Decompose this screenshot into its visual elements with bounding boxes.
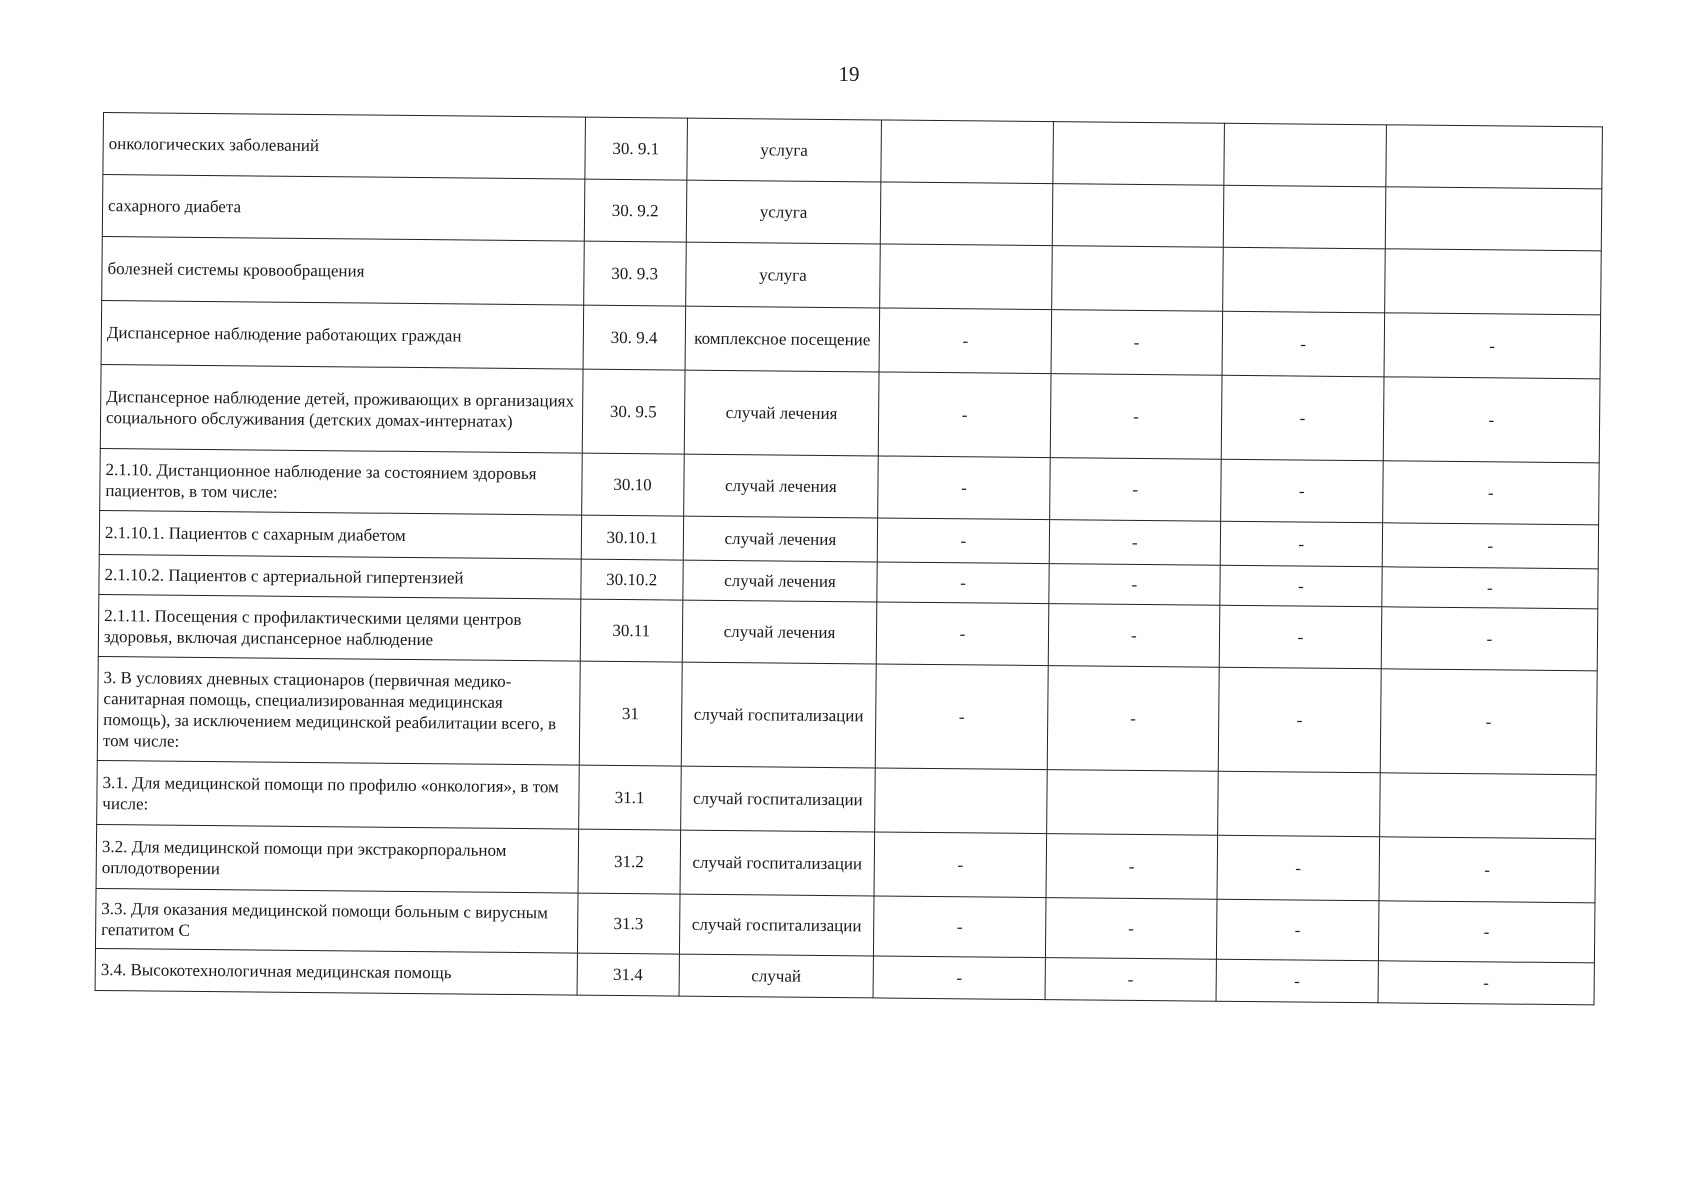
row-value	[1053, 122, 1225, 186]
row-code: 30. 9.1	[585, 117, 687, 180]
row-value	[1224, 123, 1386, 187]
row-code: 31.4	[577, 953, 679, 996]
row-value: -	[1378, 901, 1595, 963]
row-value: -	[1222, 311, 1384, 377]
row-value: -	[1049, 458, 1221, 522]
row-code: 31.2	[578, 829, 680, 894]
row-value: -	[1050, 374, 1222, 460]
row-unit: случай лечения	[683, 516, 878, 562]
row-value: -	[879, 308, 1051, 374]
row-name: Диспансерное наблюдение работающих граждан	[101, 300, 583, 369]
table-container	[95, 112, 1603, 1005]
row-name: Диспансерное наблюдение детей, проживающих в организациях социального обслуживания (детских домах-интернатах)	[100, 364, 583, 453]
row-value: -	[1381, 567, 1598, 609]
row-value: -	[873, 956, 1045, 1000]
row-name: онкологических заболеваний	[103, 113, 585, 180]
row-value: -	[1046, 834, 1218, 900]
row-name: 3.2. Для медицинской помощи при экстракорпоральном оплодотворении	[96, 824, 578, 893]
row-value	[875, 768, 1047, 834]
table-row	[100, 364, 1600, 462]
row-unit: услуга	[686, 180, 881, 244]
row-value: -	[1220, 521, 1382, 567]
row-value: -	[1217, 835, 1379, 901]
row-value: -	[1378, 961, 1595, 1005]
row-unit: услуга	[685, 242, 880, 308]
table-row	[97, 656, 1597, 774]
row-unit: случай лечения	[682, 600, 877, 664]
row-name: 2.1.10. Дистанционное наблюдение за состоянием здоровья пациентов, в том числе:	[100, 448, 582, 515]
row-value: -	[1220, 565, 1382, 607]
row-unit: случай госпитализации	[680, 830, 875, 896]
row-value: -	[874, 896, 1046, 958]
row-value	[1385, 187, 1602, 251]
row-code: 31.1	[578, 765, 680, 830]
data-table	[95, 112, 1603, 1005]
row-value: -	[1216, 899, 1378, 961]
row-value: -	[1051, 310, 1223, 376]
row-value	[1223, 247, 1385, 313]
row-value: -	[1382, 523, 1599, 569]
row-unit: услуга	[686, 118, 881, 182]
row-value: -	[1218, 667, 1381, 773]
row-value	[1051, 246, 1223, 312]
row-value	[880, 244, 1052, 310]
row-value: -	[1221, 459, 1383, 523]
row-unit: случай госпитализации	[679, 894, 874, 956]
row-value	[881, 120, 1053, 184]
row-code: 30.10.2	[581, 559, 683, 600]
row-value: -	[1380, 669, 1597, 775]
row-name: сахарного диабета	[102, 175, 584, 242]
row-unit: комплексное посещение	[685, 306, 880, 372]
row-value: -	[1045, 898, 1217, 960]
row-unit: случай лечения	[684, 370, 880, 456]
row-value	[1046, 770, 1218, 836]
row-value: -	[1047, 666, 1219, 772]
row-value: -	[877, 562, 1049, 604]
row-value: -	[1048, 604, 1220, 668]
row-value	[1052, 184, 1224, 248]
row-unit: случай лечения	[682, 560, 877, 602]
row-value: -	[1384, 313, 1601, 379]
row-code: 30.10.1	[581, 515, 683, 560]
page-number: 19	[838, 62, 860, 86]
row-unit: случай	[679, 954, 874, 998]
row-name: болезней системы кровообращения	[102, 236, 584, 305]
row-value: -	[876, 664, 1048, 770]
row-value: -	[1381, 607, 1598, 671]
row-value	[1386, 125, 1603, 189]
row-name: 2.1.10.1. Пациентов с сахарным диабетом	[99, 510, 581, 559]
row-name: 3.1. Для медицинской помощи по профилю «онкология», в том числе:	[97, 760, 579, 829]
row-unit: случай лечения	[683, 454, 878, 518]
row-value: -	[1379, 837, 1596, 903]
row-value: -	[1382, 461, 1599, 525]
row-code: 30.11	[580, 599, 682, 662]
row-name: 2.1.10.2. Пациентов с артериальной гипертензией	[99, 554, 581, 599]
row-value	[881, 182, 1053, 246]
row-code: 30. 9.4	[583, 305, 685, 370]
row-name: 3. В условиях дневных стационаров (первичная медико-санитарная помощь, специализированная медицинская помощь), за исключением медицинской реабилитации всего, в том числе:	[97, 656, 580, 765]
row-value	[1223, 185, 1385, 249]
row-value: -	[1219, 605, 1381, 669]
row-value: -	[1221, 375, 1383, 461]
row-value: -	[877, 602, 1049, 666]
row-value: -	[878, 456, 1050, 520]
row-code: 30. 9.3	[583, 241, 685, 306]
row-unit: случай госпитализации	[681, 662, 877, 768]
row-value: -	[1049, 564, 1221, 606]
row-name: 3.3. Для оказания медицинской помощи больным с вирусным гепатитом С	[95, 888, 577, 953]
row-value: -	[1216, 959, 1378, 1003]
row-value: -	[874, 832, 1046, 898]
table-body	[95, 113, 1602, 1005]
row-name: 2.1.11. Посещения с профилактическими целями центров здоровья, включая диспансерное наблюдение	[98, 594, 580, 661]
row-value: -	[1045, 958, 1217, 1002]
row-code: 31	[579, 661, 682, 766]
row-value: -	[1383, 377, 1600, 463]
row-value	[1218, 771, 1380, 837]
row-value	[1379, 773, 1596, 839]
row-value: -	[1049, 520, 1221, 566]
row-code: 31.3	[577, 893, 679, 954]
row-value	[1384, 249, 1601, 315]
row-unit: случай госпитализации	[680, 766, 875, 832]
row-value: -	[879, 372, 1051, 458]
row-code: 30.10	[581, 453, 683, 516]
row-name: 3.4. Высокотехнологичная медицинская помощь	[95, 948, 577, 995]
row-code: 30. 9.2	[584, 179, 686, 242]
row-value: -	[878, 518, 1050, 564]
row-code: 30. 9.5	[582, 369, 685, 454]
